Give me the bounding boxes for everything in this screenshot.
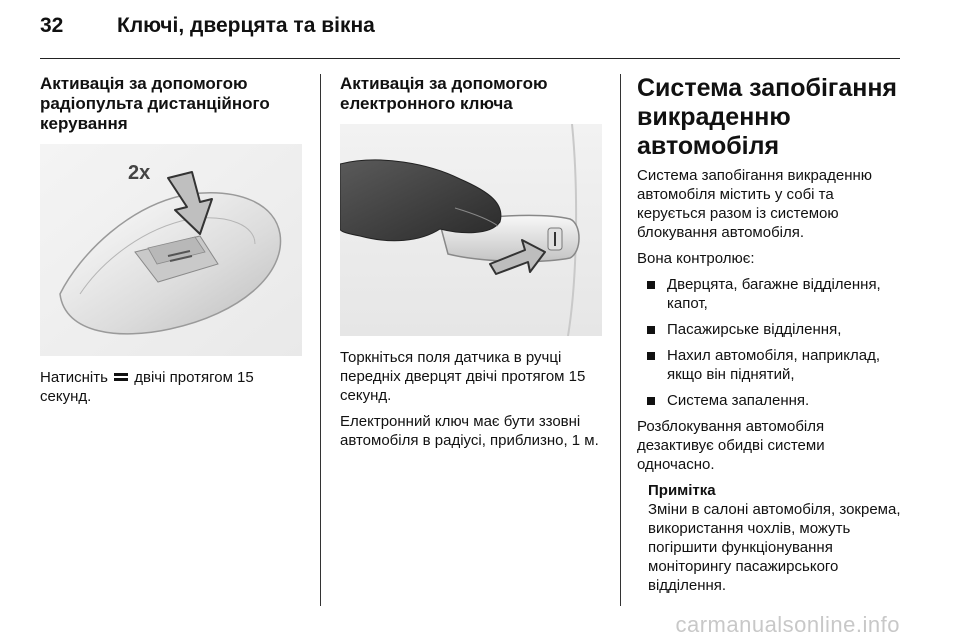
section-heading-electronic-key: Активація за допомогою електронного ключа — [340, 74, 548, 113]
touch-instruction: Торкніться поля датчика в ручці передніх дверцят двічі протягом 15 секунд. — [340, 349, 586, 404]
monitored-items-list — [637, 275, 905, 410]
remote-key-illustration — [40, 144, 302, 356]
note-title: Примітка — [648, 482, 716, 499]
column-anti-theft — [637, 74, 905, 595]
watermark: carmanualsonline.info — [675, 612, 900, 637]
lock-icon — [114, 373, 128, 381]
section-heading-anti-theft: Система запобігання викраденню автомобіля — [637, 74, 898, 160]
column-divider-1 — [320, 74, 321, 606]
list-item: Пасажирське відділення, — [637, 320, 905, 339]
list-item: Дверцята, багажне відділення, капот, — [637, 275, 905, 313]
note-text: Зміни в салоні автомобіля, зокрема, використання чохлів, можуть погіршити функціонування моніторингу пасажирського відділення. — [648, 501, 901, 594]
page-title: Ключі, дверцята та вікна — [117, 14, 375, 37]
note-box — [648, 481, 905, 595]
range-note: Електронний ключ має бути ззовні автомобіля в радіусі, приблизно, 1 м. — [340, 413, 599, 449]
column-electronic-key — [340, 74, 605, 457]
list-item: Нахил автомобіля, наприклад, якщо він піднятий, — [637, 346, 905, 384]
press-count-label: 2x — [128, 162, 151, 184]
page-number: 32 — [40, 14, 64, 37]
door-handle-illustration — [340, 124, 602, 336]
header-divider — [40, 58, 900, 59]
section-heading-remote: Активація за допомогою радіопульта дистанційного керування — [40, 74, 270, 133]
controls-label: Вона контролює: — [637, 250, 755, 267]
remote-instruction-start: Натисніть — [40, 369, 108, 386]
unlock-note: Розблокування автомобіля дезактивує обидві системи одночасно. — [637, 418, 825, 473]
remote-instruction-end: двічі протягом 15 секунд. — [40, 369, 254, 405]
anti-theft-intro: Система запобігання викраденню автомобіля містить у собі та керується разом із системою блокування автомобіля. — [637, 167, 873, 241]
column-remote — [40, 74, 305, 413]
column-divider-2 — [620, 74, 621, 606]
list-item: Система запалення. — [637, 391, 905, 410]
remote-instruction — [40, 368, 305, 406]
